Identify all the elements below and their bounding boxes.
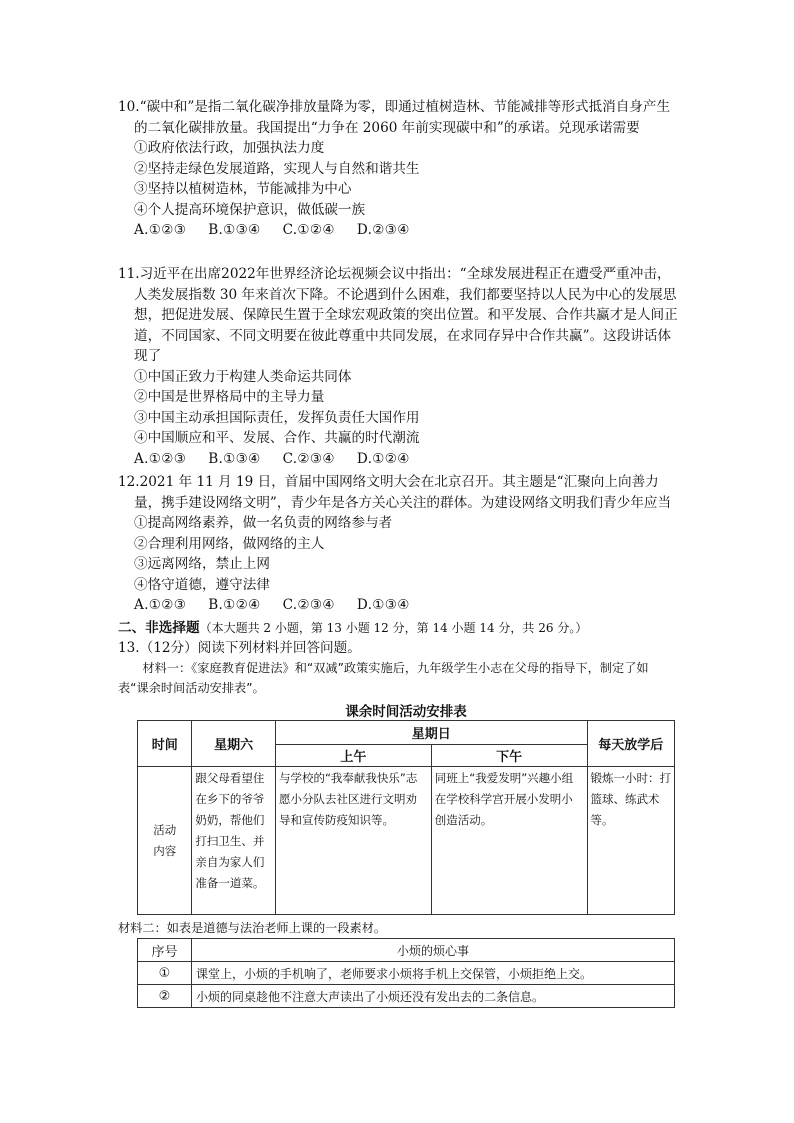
answer-c: C.②③④ xyxy=(282,597,335,613)
question-10-option-3: ③坚持以植树造林，节能减排为中心 xyxy=(134,181,352,197)
section-heading xyxy=(118,618,678,638)
question-13-stem: 13.（12分）阅读下列材料并回答问题。 xyxy=(118,640,361,656)
col-number: 序号 xyxy=(138,939,192,962)
table1-caption: 课余时间活动安排表 xyxy=(345,704,467,720)
question-11 xyxy=(118,264,678,469)
section-note: （本大题共 2 小题，第 13 小题 12 分，第 14 小题 14 分，共 26 分。） xyxy=(199,621,588,635)
cell-saturday: 跟父母看望住在乡下的爷爷奶奶，帮他们打扫卫生、并亲自为家人们准备一道菜。 xyxy=(192,767,276,915)
col-saturday: 星期六 xyxy=(192,721,276,767)
answer-a: A.①②③ xyxy=(134,450,187,467)
col-time: 时间 xyxy=(138,721,192,767)
question-10-option-2: ②坚持走绿色发展道路，实现人与自然和谐共生 xyxy=(134,160,420,177)
row-number: ② xyxy=(138,985,192,1008)
answer-c: C.①②④ xyxy=(282,222,335,238)
question-11-stem: 11.习近平在出席2022年世界经济论坛视频会议中指出：“全球发展进程正在遭受严重冲击，人类发展指数 30 年来首次下降。不论遇到什么困难，我们都要坚持以人民为中心的发展思想，把促进发展、保障民生置于全球宏观政策的突出位置。和平发展、合作共赢才是人间正道，不同国家、不同文明要在彼此尊重中共同发展，在求同存异中合作共赢”。这段讲话体现了 xyxy=(118,266,678,364)
row-number: ① xyxy=(138,962,192,985)
section-title: 二、非选择题 xyxy=(118,620,200,636)
col-daily: 每天放学后 xyxy=(587,721,674,767)
question-12-answers xyxy=(118,595,678,616)
material-1: 材料一：《家庭教育促进法》和“双减”政策实施后，九年级学生小志在父母的指导下，制定了如表“课余时间活动安排表”。 xyxy=(118,661,649,695)
question-10-answers xyxy=(118,220,678,241)
troubles-table xyxy=(137,938,675,1008)
answer-a: A.①②③ xyxy=(134,597,187,613)
question-11-option-3: ③中国主动承担国际责任，发挥负责任大国作用 xyxy=(134,409,420,426)
row-text: 小烦的同桌趁他不注意大声读出了小烦还没有发出去的二条信息。 xyxy=(192,985,675,1008)
answer-d: D.①③④ xyxy=(356,597,410,613)
question-12-stem: 12.2021 年 11 月 19 日，首届中国网络文明大会在北京召开。其主题是“汇聚向上向善力量，携手建设网络文明”，青少年是各方关心关注的群体。为建设网络文明我们青少年应当 xyxy=(118,474,672,511)
answer-a: A.①②③ xyxy=(134,222,187,238)
col-morning: 上午 xyxy=(275,745,431,767)
cell-daily: 锻炼一小时：打篮球、练武术等。 xyxy=(587,767,674,915)
question-11-answers xyxy=(118,449,678,470)
col-trouble: 小烦的烦心事 xyxy=(192,939,675,962)
table-row xyxy=(138,962,675,985)
question-12-option-1: ①提高网络素养，做一名负责的网络参与者 xyxy=(134,515,393,531)
col-sunday: 星期日 xyxy=(275,721,587,745)
question-12-option-4: ④恪守道德，遵守法律 xyxy=(134,576,270,593)
question-10-option-4: ④个人提高环境保护意识，做低碳一族 xyxy=(134,201,366,218)
row-text: 课堂上，小烦的手机响了，老师要求小烦将手机上交保管，小烦拒绝上交。 xyxy=(192,962,675,985)
activity-schedule-table xyxy=(137,720,675,915)
question-12 xyxy=(118,472,678,616)
answer-b: B.①③④ xyxy=(208,450,261,467)
question-10-stem: 10.“碳中和”是指二氧化碳净排放量降为零，即通过植树造林、节能减排等形式抵消自身产生的二氧化碳排放量。我国提出“力争在 2060 年前实现碳中和”的承诺。兑现承诺需要 xyxy=(118,99,671,136)
question-12-option-2: ②合理利用网络，做网络的主人 xyxy=(134,535,325,552)
question-10-option-1: ①政府依法行政，加强执法力度 xyxy=(134,140,325,156)
question-12-option-3: ③远离网络，禁止上网 xyxy=(134,556,270,572)
answer-d: D.②③④ xyxy=(356,222,410,238)
question-10 xyxy=(118,97,678,241)
answer-b: B.①②④ xyxy=(208,597,261,613)
question-11-option-2: ②中国是世界格局中的主导力量 xyxy=(134,389,325,405)
answer-d: D.①②④ xyxy=(356,450,410,467)
row-label: 活动内容 xyxy=(138,767,192,915)
cell-afternoon: 同班上“我爱发明”兴趣小组在学校科学宫开展小发明小创造活动。 xyxy=(431,767,587,915)
table-row xyxy=(138,985,675,1008)
question-11-option-4: ④中国顺应和平、发展、合作、共赢的时代潮流 xyxy=(134,430,420,446)
question-11-option-1: ①中国正致力于构建人类命运共同体 xyxy=(134,368,352,385)
col-afternoon: 下午 xyxy=(431,745,587,767)
material-2: 材料二：如表是道德与法治老师上课的一段素材。 xyxy=(118,921,387,935)
answer-c: C.②③④ xyxy=(282,450,335,467)
cell-morning: 与学校的“我奉献我快乐”志愿小分队去社区进行文明劝导和宣传防疫知识等。 xyxy=(275,767,431,915)
answer-b: B.①③④ xyxy=(208,222,261,238)
